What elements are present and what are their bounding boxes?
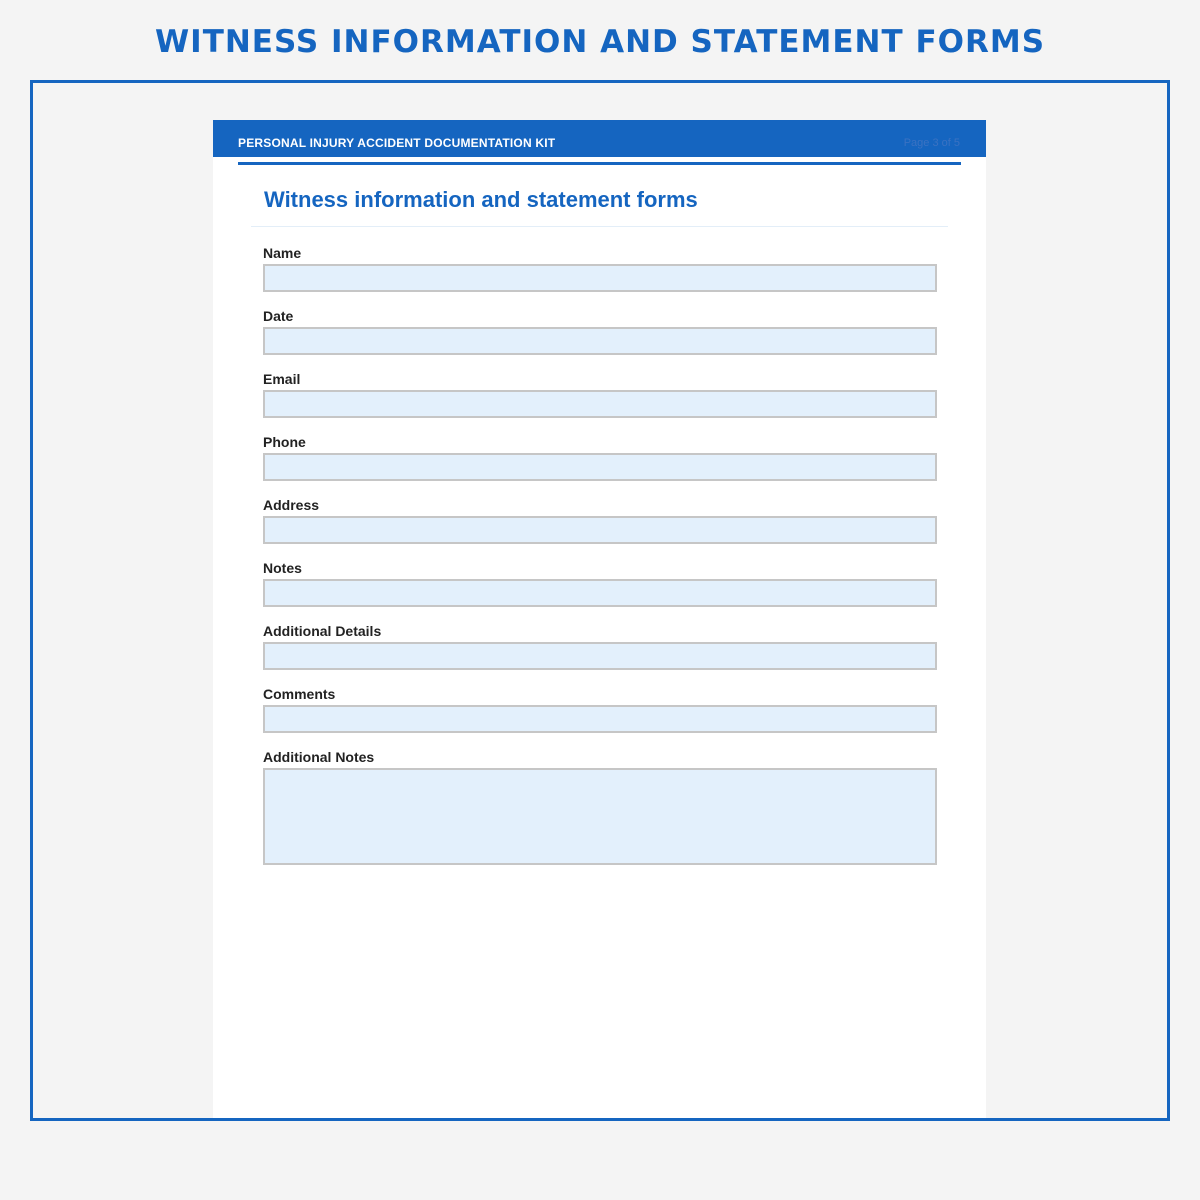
field-notes — [263, 560, 937, 623]
field-additional-details — [263, 623, 937, 686]
banner-title: WITNESS INFORMATION AND STATEMENT FORMS — [154, 24, 1046, 60]
header-divider — [238, 162, 961, 165]
field-phone — [263, 434, 937, 497]
title-divider — [251, 226, 948, 227]
phone-input[interactable] — [263, 453, 937, 481]
field-address — [263, 497, 937, 560]
field-comments — [263, 686, 937, 749]
field-label-notes: Notes — [263, 560, 302, 576]
field-additional-notes — [263, 749, 937, 865]
additional-details-input[interactable] — [263, 642, 937, 670]
form-page — [213, 120, 986, 1121]
document-frame — [30, 80, 1170, 1121]
email-input[interactable] — [263, 390, 937, 418]
field-label-name: Name — [263, 245, 302, 261]
additional-notes-textarea[interactable] — [263, 768, 937, 865]
page-number: Page 3 of 5 — [903, 137, 960, 149]
form-title: Witness information and statement forms — [264, 187, 698, 212]
form-fields — [263, 245, 937, 865]
field-label-email: Email — [263, 371, 301, 387]
field-label-additional-notes: Additional Notes — [263, 749, 375, 765]
page-header — [213, 120, 986, 157]
field-email — [263, 371, 937, 434]
field-label-date: Date — [263, 308, 294, 324]
comments-input[interactable] — [263, 705, 937, 733]
field-date — [263, 308, 937, 371]
name-input[interactable] — [263, 264, 937, 292]
kit-title: PERSONAL INJURY ACCIDENT DOCUMENTATION KIT — [238, 136, 556, 150]
field-label-additional-details: Additional Details — [263, 623, 382, 639]
notes-input[interactable] — [263, 579, 937, 607]
address-input[interactable] — [263, 516, 937, 544]
field-label-address: Address — [263, 497, 320, 513]
field-name — [263, 245, 937, 308]
field-label-comments: Comments — [263, 686, 336, 702]
field-label-phone: Phone — [263, 434, 306, 450]
date-input[interactable] — [263, 327, 937, 355]
